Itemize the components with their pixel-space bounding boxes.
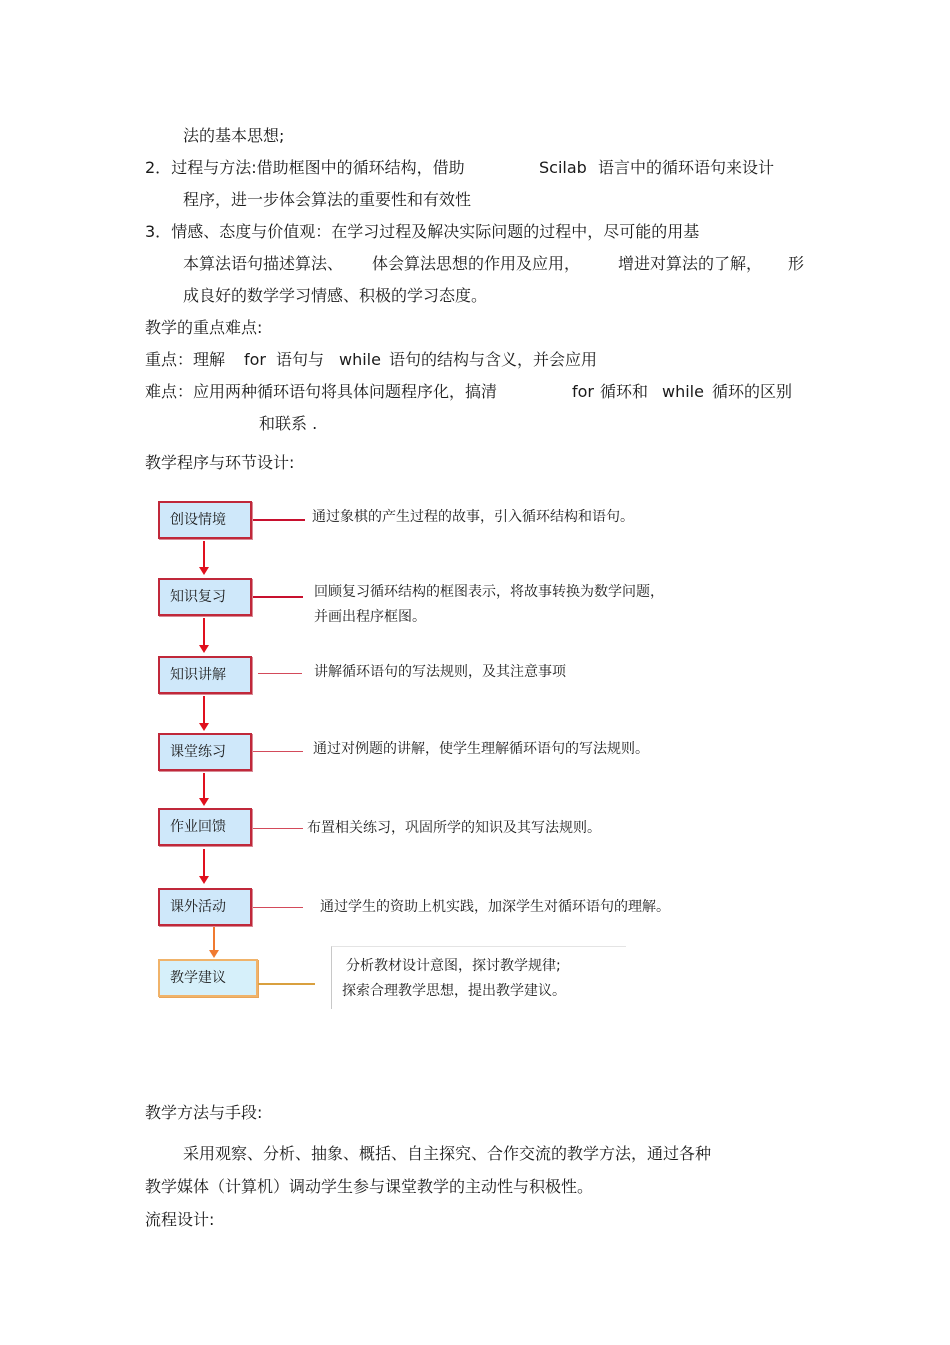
- focus-text-3: 语句的结构与含义，并会应用: [389, 350, 598, 369]
- methods-heading: 教学方法与手段:: [145, 1103, 263, 1122]
- objective-2-text-end: 语言中的循环语句来设计: [598, 158, 775, 177]
- flow-arrow-2: [203, 618, 205, 646]
- objective-3-line2-part2: 体会算法思想的作用及应用，: [372, 254, 581, 273]
- focus-text-2: 语句与: [276, 350, 325, 369]
- flow-arrow-6: [213, 927, 215, 951]
- objective-3-line2-part3: 增进对算法的了解，: [618, 254, 763, 273]
- flow-step-1: 创设情境: [158, 501, 252, 539]
- difficulty-for-keyword: for: [572, 382, 594, 401]
- flow-step-5: 作业回馈: [158, 808, 252, 846]
- flow-connector-7: [258, 983, 315, 985]
- focus-for-keyword: for: [244, 350, 266, 369]
- difficulty-while-keyword: while: [662, 382, 704, 401]
- flow-step-2: 知识复习: [158, 578, 252, 616]
- flow-design-heading: 流程设计:: [145, 1210, 215, 1229]
- flow-note-4: 通过对例题的讲解，使学生理解循环语句的写法规则。: [313, 741, 649, 757]
- methods-paragraph-line2: 教学媒体（计算机）调动学生参与课堂教学的主动性与积极性。: [145, 1177, 594, 1196]
- objective-3-text: 情感、态度与价值观：在学习过程及解决实际问题的过程中，尽可能的用基: [171, 222, 700, 241]
- objective-3-line2-part1: 本算法语句描述算法、: [183, 254, 344, 273]
- flow-arrow-3: [203, 696, 205, 724]
- flow-note-2-line2: 并画出程序框图。: [314, 609, 426, 625]
- objective-2-continuation: 程序，进一步体会算法的重要性和有效性: [183, 190, 472, 209]
- focus-label: 重点：理解: [145, 350, 226, 369]
- flow-step-6: 课外活动: [158, 888, 252, 926]
- flow-note-3: 讲解循环语句的写法规则，及其注意事项: [314, 664, 566, 680]
- difficulty-text-3: 循环的区别: [712, 382, 793, 401]
- flow-connector-6: [253, 907, 303, 908]
- flow-connector-5: [253, 828, 303, 829]
- objective-2-number: 2．: [145, 158, 172, 177]
- flow-connector-4: [253, 751, 303, 752]
- methods-paragraph-line1: 采用观察、分析、抽象、概括、自主探究、合作交流的教学方法，通过各种: [183, 1144, 712, 1163]
- flow-arrow-5: [203, 849, 205, 877]
- focus-while-keyword: while: [339, 350, 381, 369]
- objective-2: [145, 157, 465, 179]
- flow-note-2-line1: 回顾复习循环结构的框图表示，将故事转换为数学问题，: [314, 584, 664, 600]
- flow-step-3: 知识讲解: [158, 656, 252, 694]
- objective-3-number: 3．: [145, 222, 172, 241]
- flow-arrow-1: [203, 541, 205, 568]
- flow-step-4: 课堂练习: [158, 733, 252, 771]
- objective-2-text: 过程与方法:借助框图中的循环结构，借助: [171, 158, 465, 177]
- flow-note-5: 布置相关练习，巩固所学的知识及其写法规则。: [307, 820, 601, 836]
- objective-3-line3: 成良好的数学学习情感、积极的学习态度。: [183, 286, 488, 305]
- objective-1-tail: 法的基本思想;: [183, 126, 285, 145]
- objective-3-line2-part4: 形: [788, 254, 805, 273]
- difficulty-text-2: 循环和: [600, 382, 649, 401]
- flow-step-7: 教学建议: [158, 959, 258, 997]
- difficulty-continuation: 和联系 .: [259, 414, 318, 433]
- flow-note-6: 通过学生的资助上机实践，加深学生对循环语句的理解。: [320, 899, 670, 915]
- flow-connector-2: [253, 596, 303, 598]
- flow-note-7-line2: 探索合理教学思想，提出教学建议。: [342, 983, 566, 999]
- objective-2-scilab: Scilab: [539, 158, 587, 177]
- procedure-heading: 教学程序与环节设计:: [145, 453, 295, 472]
- flow-arrow-4: [203, 773, 205, 799]
- flow-connector-3: [258, 673, 302, 674]
- key-points-heading: 教学的重点难点:: [145, 318, 263, 337]
- difficulty-label: 难点：应用两种循环语句将具体问题程序化，搞清: [145, 382, 498, 401]
- flow-note-7-line1: 分析教材设计意图，探讨教学规律;: [346, 958, 561, 974]
- flow-note-1: 通过象棋的产生过程的故事，引入循环结构和语句。: [312, 509, 634, 525]
- objective-3: [145, 221, 699, 243]
- flow-connector-1: [253, 519, 305, 521]
